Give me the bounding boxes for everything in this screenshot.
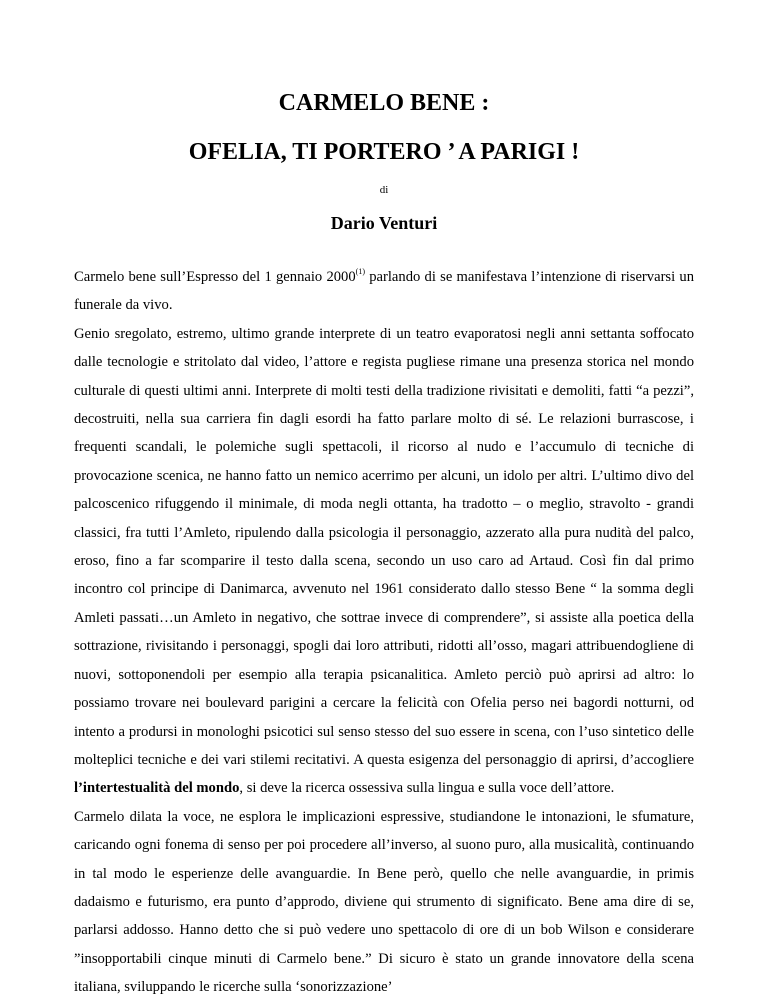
title-line-2: OFELIA, TI PORTERO ’ A PARIGI ! bbox=[188, 139, 580, 165]
paragraph-2-text: Genio sregolato, estremo, ultimo grande interprete di un teatro evaporatosi negli anni settanta soffocato dalle tecnologie e stritolato dal video, l’attore e regista pugliese rimane una presenza storica nel mondo culturale di questi ultimi anni. Interprete di molti testi della tradizione rivisitati e demoliti, fatti “a pezzi”, decostruiti, nella sua carriera fin dagli esordi ha fatto parlare molto di sé. Le relazioni burrascose, i frequenti scandali, le polemiche sugli spettacoli, il ricorso al nudo e l’accumulo di tecniche di provocazione scenica, ne hanno fatto un nemico acerrimo per alcuni, un idolo per altri. L’ultimo divo del palcoscenico rifuggendo il minimale, di moda negli ottanta, ha tradotto – o meglio, stravolto - grandi classici, fra tutti l’Amleto, ripulendo dalla psicologia il personaggio, azzerato alla pura nudità del palco, eroso, fino a far scomparire il testo dalla scena, secondo un uso caro ad Artaud. Così fin dal primo incontro col principe di Danimarca, avvenuto nel 1961 considerato dallo stesso Bene “ la somma degli Amleti passati…un Amleto in negativo, che sottrae invece di comprendere”, si assiste alla poetica della sottrazione, rivisitando i personaggi, spogli dai loro attributi, ridotti all’osso, magari attribuendogliene di nuovi, sottoponendoli per esempio alla terapia psicanalitica. Amleto perciò può aprirsi ad altro: lo possiamo trovare nei boulevard parigini a cercare la felicità con Ofelia perso nei bagordi notturni, od intento a prodursi in monologhi psicotici sul senso stesso del suo essere in scena, con l’uso sintetico delle molteplici tecniche e dei vari stilemi recitativi. A questa esigenza del personaggio di aprirsi, d’accogliere bbox=[74, 325, 694, 768]
paragraph-1 bbox=[74, 263, 694, 320]
title-line-1: CARMELO BENE : bbox=[278, 90, 490, 116]
paragraph-2 bbox=[74, 320, 694, 803]
footnote-marker: (1) bbox=[355, 267, 365, 276]
bold-phrase: l’intertestualità del mondo bbox=[74, 780, 240, 797]
paragraph-1-text-cont: parlando di se manifestava l’intenzione di riservarsi un funerale da vivo. bbox=[74, 269, 695, 314]
paragraph-3 bbox=[74, 803, 694, 1002]
paragraph-1-text: Carmelo bene sull’Espresso del 1 gennaio 2000 bbox=[74, 269, 356, 285]
byline-di: di bbox=[379, 184, 389, 196]
article-body bbox=[74, 263, 694, 1002]
paragraph-3-text: Carmelo dilata la voce, ne esplora le implicazioni espressive, studiandone le intonazioni, le sfumature, caricando ogni fonema di senso per poi procedere all’inverso, al suono puro, alla musicalità, continuando in tal modo le esperienze delle avanguardie. In Bene però, quello che nelle avanguardie, in primis dadaismo e futurismo, era punto d’approdo, diviene qui strumento di significato. Bene ama dire di se, parlarsi addosso. Hanno detto che si può vedere uno spettacolo di ore di un bob Wilson e considerare ”insopportabili cinque minuti di Carmelo bene.” Di sicuro è stato un grande innovatore della scena italiana, sviluppando le ricerche sulla ‘sonorizzazione’ bbox=[74, 808, 694, 996]
author-name: Dario Venturi bbox=[330, 213, 438, 233]
paragraph-2-text-cont: , si deve la ricerca ossessiva sulla lingua e sulla voce dell’attore. bbox=[239, 780, 615, 797]
